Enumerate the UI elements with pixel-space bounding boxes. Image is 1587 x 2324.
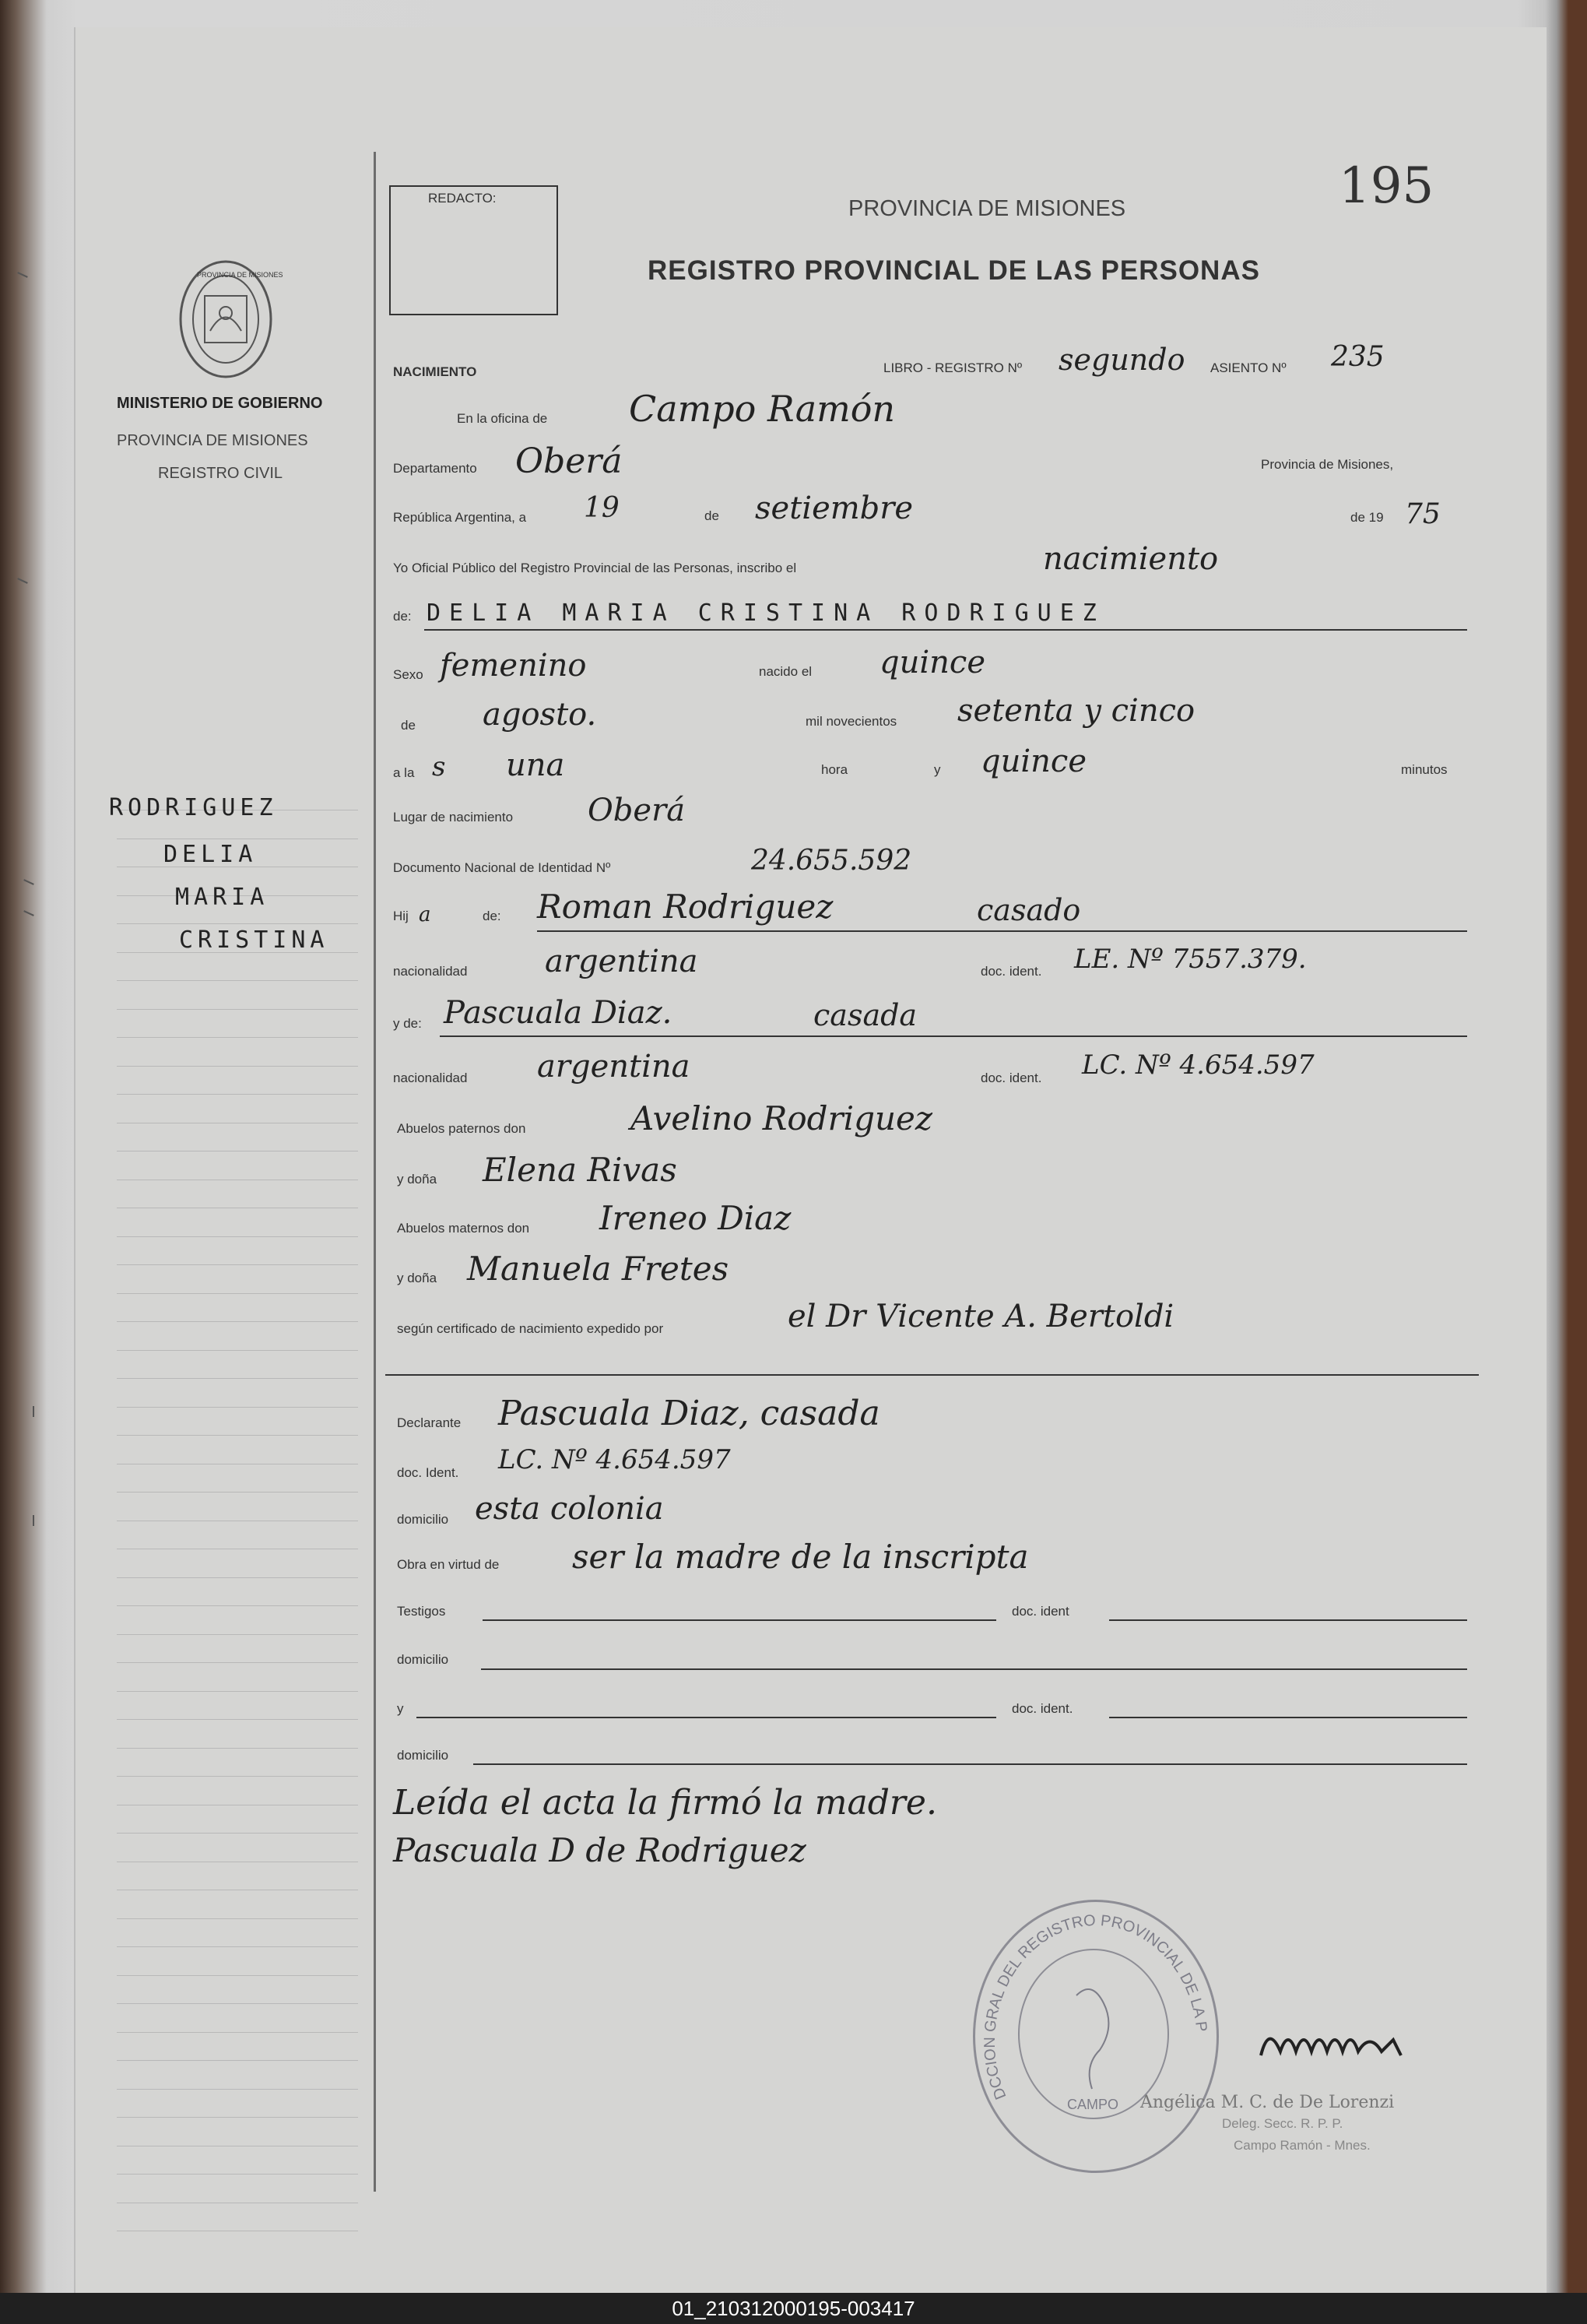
obra-value: ser la madre de la inscripta (572, 1538, 1029, 1576)
nombre-underline (424, 629, 1467, 631)
libro-label: LIBRO - REGISTRO Nº (883, 360, 1023, 375)
anio-value: 75 (1405, 498, 1441, 530)
province-title: PROVINCIA DE MISIONES (848, 196, 1126, 221)
asiento-value: 235 (1331, 341, 1385, 373)
oficina-label: En la oficina de (457, 411, 548, 426)
declarante-domicilio-value: esta colonia (475, 1491, 664, 1527)
margin-ruled-line (117, 1577, 358, 1578)
margin-ruled-line (117, 2089, 358, 2090)
a-la-suffix: s (432, 751, 446, 782)
doc-ident4-label: doc. ident. (1012, 1701, 1073, 1716)
nacido-dia-value: quince (880, 645, 985, 680)
official-title: Deleg. Secc. R. P. P. (1222, 2116, 1343, 2131)
margin-ruled-line (117, 1435, 358, 1436)
margin-ruled-line (117, 1009, 358, 1010)
margin-ruled-line (117, 1037, 358, 1038)
nombre-value: DELIA MARIA CRISTINA RODRIGUEZ (427, 599, 1105, 627)
republica-label: República Argentina, a (393, 510, 527, 525)
margin-ruled-line (117, 1350, 358, 1351)
margin-ruled-line (117, 1094, 358, 1095)
documento-label: Documento Nacional de Identidad Nº (393, 860, 611, 875)
margin-ruled-line (117, 2032, 358, 2033)
margin-ruled-line (117, 2174, 358, 2175)
margin-ruled-line (117, 1719, 358, 1720)
testigos-line (483, 1619, 996, 1621)
edge-mark (33, 1406, 34, 1417)
registry-stamp (973, 1900, 1219, 2173)
margin-ruled-line (117, 1264, 358, 1265)
margin-ruled-line (117, 1975, 358, 1976)
domicilio3-label: domicilio (397, 1748, 449, 1763)
margin-ruled-line (117, 1691, 358, 1692)
a-la-label: a la (393, 765, 415, 780)
testigos-doc-line (1109, 1619, 1467, 1621)
provincia-label: Provincia de Misiones, (1261, 457, 1394, 472)
madre-value: Pascuala Diaz. (444, 995, 672, 1031)
margin-ruled-line (117, 2003, 358, 2004)
lugar-value: Oberá (588, 793, 686, 828)
domicilio2-line (481, 1668, 1467, 1670)
minutos-value: quince (981, 744, 1087, 779)
registry-title: REGISTRO PROVINCIAL DE LAS PERSONAS (648, 255, 1260, 286)
libro-value: segundo (1059, 343, 1185, 377)
declarante-doc-value: LC. Nº 4.654.597 (498, 1444, 731, 1475)
doc-ident3-label: doc. ident (1012, 1604, 1069, 1619)
dni-value: 24.655.592 (751, 845, 912, 877)
seal-text: PROVINCIA DE MISIONES (197, 271, 283, 279)
stamp-text: DCCION GRAL DEL REGISTRO PROVINCIAL DE LA P (981, 1911, 1210, 2102)
column-separator (374, 152, 376, 2192)
padre-value: Roman Rodriguez (537, 888, 834, 926)
obra-label: Obra en virtud de (397, 1557, 500, 1572)
madre-doc-value: LC. Nº 4.654.597 (1082, 1049, 1315, 1081)
mes-registro-value: setiembre (755, 490, 914, 526)
segun-label: según certificado de nacimiento expedido por (397, 1321, 664, 1336)
certificado-por-value: el Dr Vicente A. Bertoldi (788, 1299, 1174, 1334)
svg-text:DCCION GRAL DEL REGISTRO PROVI (981, 1912, 1210, 2102)
abuelo-paterno-value: Avelino Rodriguez (630, 1099, 932, 1137)
margin-name-third: CRISTINA (179, 926, 329, 954)
testigo2-doc-line (1109, 1717, 1467, 1718)
sexo-label: Sexo (393, 667, 423, 682)
margin-ruled-line (117, 2060, 358, 2061)
stamp-inner-text: CAMPO (1067, 2097, 1119, 2112)
nota-value: Leída el acta la firmó la madre. (393, 1783, 937, 1823)
margin-ruled-line (117, 1378, 358, 1379)
nacimiento-label: NACIMIENTO (393, 364, 477, 379)
hora-label: hora (821, 762, 848, 777)
register-page (74, 27, 1547, 2293)
hora-value: una (506, 747, 565, 783)
margin-ruled-line (117, 1407, 358, 1408)
official-place: Campo Ramón - Mnes. (1234, 2138, 1371, 2153)
margin-ruled-line (117, 980, 358, 981)
edge-mark (33, 1515, 34, 1526)
official-name: Angélica M. C. de De Lorenzi (1140, 2093, 1395, 2112)
padre-nacionalidad-value: argentina (545, 944, 698, 979)
section-separator (385, 1374, 1479, 1376)
margin-ruled-line (117, 1293, 358, 1294)
margin-ruled-line (117, 1833, 358, 1834)
y2-label: y (397, 1701, 404, 1716)
y-dona2-label: y doña (397, 1271, 437, 1285)
mil-label: mil novecientos (806, 714, 897, 729)
margin-ruled-line (117, 1634, 358, 1635)
page-number: 195 (1339, 157, 1434, 215)
margin-ruled-line (117, 1066, 358, 1067)
ministry-line3: REGISTRO CIVIL (158, 465, 283, 482)
departamento-label: Departamento (393, 461, 477, 476)
asiento-label: ASIENTO Nº (1210, 360, 1287, 375)
firma-madre: Pascuala D de Rodriguez (393, 1831, 806, 1869)
oficial-label: Yo Oficial Público del Registro Provincial de las Personas, inscribo el (393, 561, 797, 575)
nacido-label: nacido el (759, 664, 813, 679)
oficina-value: Campo Ramón (629, 388, 896, 430)
departamento-value: Oberá (515, 441, 623, 481)
declarante-value: Pascuala Diaz, casada (498, 1394, 880, 1433)
de-anio-label: de 19 (1350, 510, 1384, 525)
nacido-anio-value: setenta y cinco (957, 693, 1196, 729)
margin-ruled-line (117, 1946, 358, 1947)
abuelos-paternos-label: Abuelos paternos don (397, 1121, 526, 1136)
margin-ruled-line (117, 1662, 358, 1663)
image-id-footer: 01_210312000195-003417 (0, 2293, 1587, 2324)
padre-estado-value: casado (977, 893, 1081, 927)
testigo2-line (416, 1717, 996, 1718)
madre-underline (440, 1035, 1467, 1037)
abuela-materna-value: Manuela Fretes (467, 1250, 729, 1288)
sexo-value: femenino (440, 648, 587, 684)
padre-doc-value: LE. Nº 7557.379. (1074, 944, 1307, 975)
coat-of-arms-seal (175, 257, 283, 381)
margin-name-second: MARIA (175, 884, 269, 911)
hijo-suffix: a (419, 903, 431, 926)
margin-ruled-line (117, 1236, 358, 1237)
hijo-label: Hij (393, 909, 409, 923)
y-dona-label: y doña (397, 1172, 437, 1187)
margin-ruled-line (117, 923, 358, 924)
testigos-label: Testigos (397, 1604, 446, 1619)
doc-ident2-label: doc. ident. (981, 1071, 1042, 1085)
y-de-label: y de: (393, 1016, 422, 1031)
ministry-line2: PROVINCIA DE MISIONES (117, 432, 308, 449)
nacionalidad-label: nacionalidad (393, 964, 468, 979)
official-signature (1245, 2016, 1479, 2079)
domicilio-label: domicilio (397, 1512, 449, 1527)
doc-ident-label: doc. ident. (981, 964, 1042, 979)
margin-ruled-line (117, 1321, 358, 1322)
abuelos-maternos-label: Abuelos maternos don (397, 1221, 530, 1236)
minutos-label: minutos (1401, 762, 1448, 777)
redacto-label: REDACTO: (428, 191, 497, 206)
de-nombre-label: de: (393, 609, 412, 624)
margin-name-first: DELIA (163, 841, 258, 868)
margin-ruled-line (117, 1605, 358, 1606)
madre-nacionalidad-value: argentina (537, 1049, 690, 1085)
hijo-de-label: de: (483, 909, 501, 923)
domicilio2-label: domicilio (397, 1652, 449, 1667)
de-mes-label: de (401, 718, 416, 733)
y-label: y (934, 762, 941, 777)
margin-ruled-line (117, 1776, 358, 1777)
abuelo-materno-value: Ireneo Diaz (599, 1199, 792, 1237)
margin-ruled-line (117, 1748, 358, 1749)
declarante-label: Declarante (397, 1415, 462, 1430)
dia-value: 19 (584, 492, 620, 524)
evento-value: nacimiento (1043, 541, 1219, 577)
padre-underline (537, 930, 1467, 932)
abuela-paterna-value: Elena Rivas (483, 1151, 677, 1189)
ministry-line1: MINISTERIO DE GOBIERNO (117, 395, 323, 412)
margin-ruled-line (117, 1918, 358, 1919)
nacionalidad2-label: nacionalidad (393, 1071, 468, 1085)
margin-name-surname: RODRIGUEZ (109, 794, 278, 821)
lugar-label: Lugar de nacimiento (393, 810, 514, 824)
margin-ruled-line (117, 2117, 358, 2118)
nacido-mes-value: agosto. (483, 697, 597, 733)
doc-ident-decl-label: doc. Ident. (397, 1465, 459, 1480)
de-label: de (704, 508, 719, 523)
domicilio3-line (473, 1763, 1467, 1765)
madre-estado-value: casada (813, 998, 918, 1032)
